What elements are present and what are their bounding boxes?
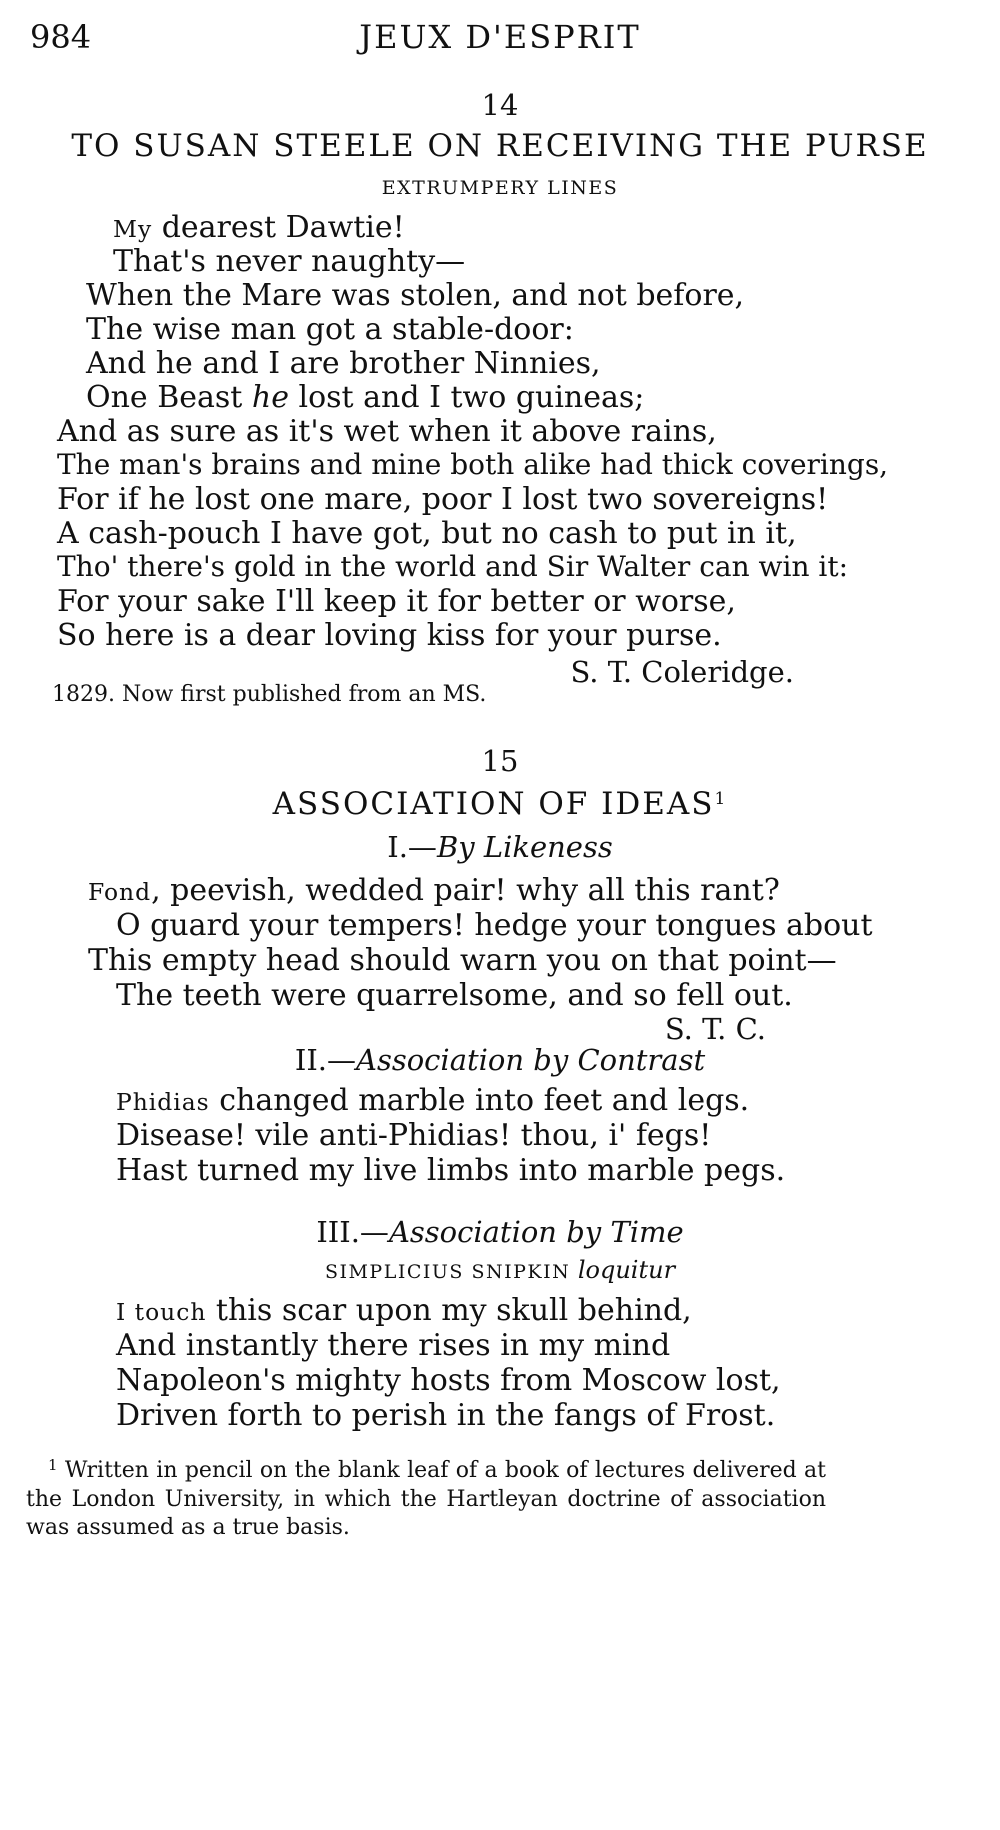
poem-14-line-1: My dearest Dawtie! [113, 210, 405, 245]
poem-14-line-10: A cash-pouch I have got, but no cash to put in it, [57, 516, 797, 551]
poem-14-line-3: When the Mare was stolen, and not before, [86, 278, 745, 313]
part-3-line-2: And instantly there rises in my mind [116, 1328, 671, 1363]
poem-14-line-8: The man's brains and mine both alike had thick coverings, [57, 448, 889, 481]
footnote-text: Written in pencil on the blank leaf of a book of lectures delivered at the London University, in which the Hartleyan doctrine of association was assumed as a true basis. [26, 1458, 827, 1540]
part-2-line-2: Disease! vile anti-Phidias! thou, i' fegs! [116, 1118, 712, 1153]
part-2-heading: II.—Association by Contrast [294, 1043, 706, 1077]
part-3-speaker: SIMPLICIUS SNIPKIN loquitur [324, 1256, 676, 1284]
poem-14-note: 1829. Now first published from an MS. [52, 682, 487, 707]
poem-15-title: ASSOCIATION OF IDEAS$^1$ [272, 786, 728, 822]
part-1-line-4: The teeth were quarrelsome, and so fell out. [116, 978, 793, 1013]
poem-14-line-2: That's never naughty— [113, 244, 466, 279]
part-2-line-1: Phidias changed marble into feet and legs. [116, 1083, 750, 1118]
running-title: JEUX D'ESPRIT [359, 18, 641, 56]
page-number: 984 [30, 18, 92, 56]
part-3-line-4: Driven forth to perish in the fangs of Frost. [116, 1398, 776, 1433]
part-1-line-3: This empty head should warn you on that point— [88, 943, 837, 978]
part-3-heading: III.—Association by Time [316, 1215, 684, 1249]
poem-14-line-11: Tho' there's gold in the world and Sir Walter can win it: [57, 550, 849, 583]
poem-14-line-13: So here is a dear loving kiss for your purse. [57, 618, 722, 653]
poem-14-number: 14 [481, 88, 519, 122]
part-3-line-3: Napoleon's mighty hosts from Moscow lost, [116, 1363, 781, 1398]
part-1-line-1: Fond, peevish, wedded pair! why all this rant? [88, 873, 780, 908]
poem-14-line-7: And as sure as it's wet when it above rains, [57, 414, 717, 449]
poem-14-line-12: For your sake I'll keep it for better or worse, [57, 584, 736, 619]
poem-14-signature: S. T. Coleridge. [570, 655, 794, 689]
footnote-mark: 1 [48, 1456, 58, 1474]
poem-14-title: TO SUSAN STEELE ON RECEIVING THE PURSE [71, 128, 929, 164]
footnote-reference: 1 [714, 789, 728, 809]
poem-15-number: 15 [481, 744, 519, 778]
poem-14-subtitle: EXTRUMPERY LINES [381, 177, 619, 199]
part-1-heading: I.—By Likeness [387, 830, 613, 864]
part-3-line-1: I touch this scar upon my skull behind, [116, 1293, 692, 1328]
poem-14-line-4: The wise man got a stable-door: [86, 312, 574, 347]
poem-14-line-5: And he and I are brother Ninnies, [86, 346, 601, 381]
poem-14-line-9: For if he lost one mare, poor I lost two sovereigns! [57, 482, 829, 517]
footnote [26, 1457, 826, 1542]
part-2-line-3: Hast turned my live limbs into marble pegs. [116, 1153, 786, 1188]
part-1-line-2: O guard your tempers! hedge your tongues about [116, 908, 873, 943]
poem-14-line-6: One Beast he lost and I two guineas; [86, 380, 645, 415]
part-1-signature: S. T. C. [664, 1012, 766, 1046]
